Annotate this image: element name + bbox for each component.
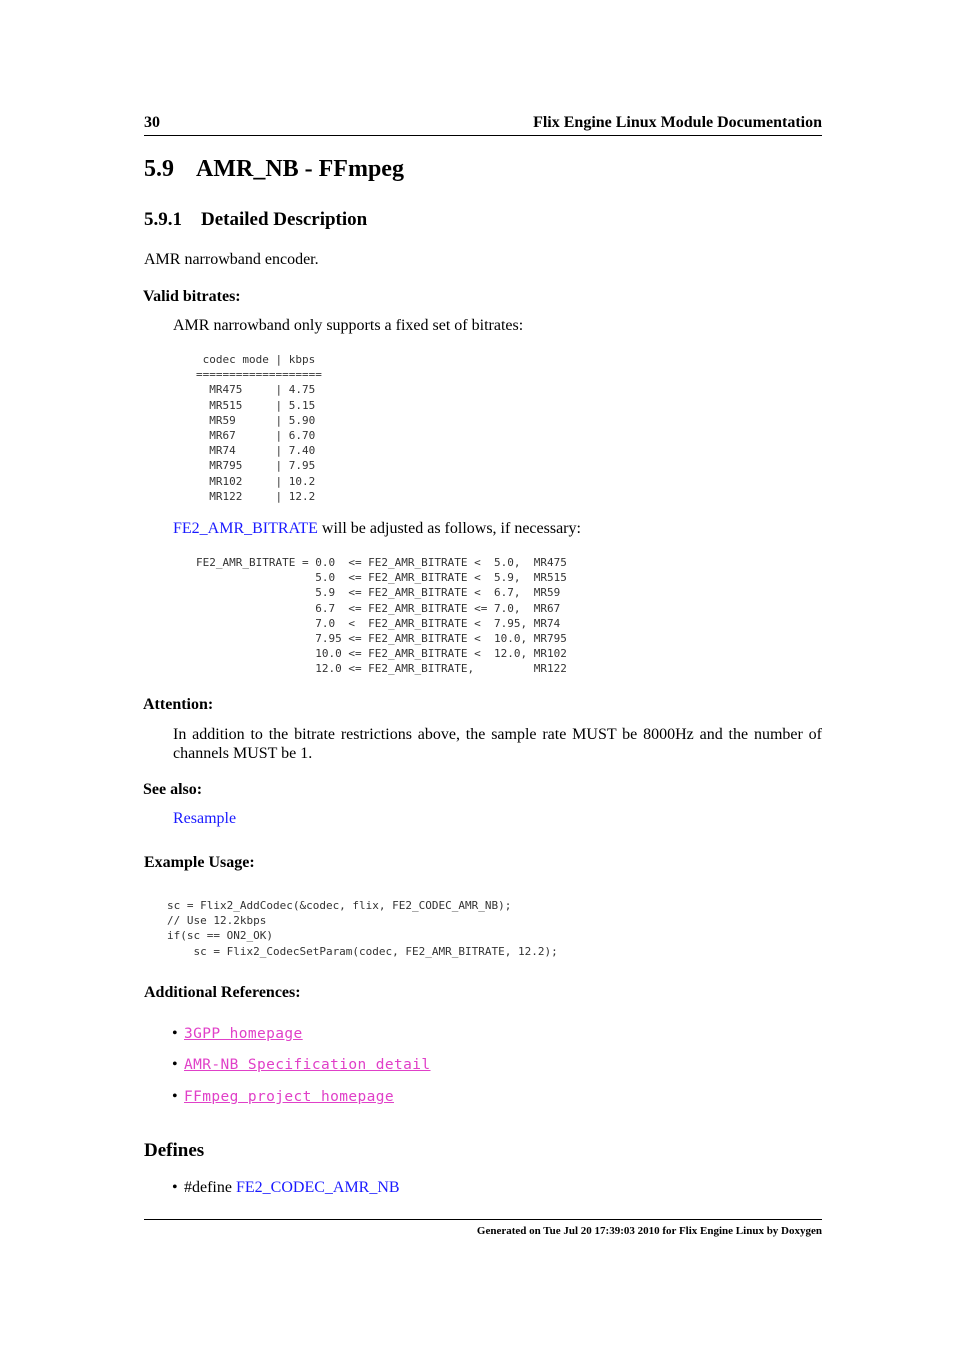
amr-nb-spec-link[interactable]: AMR-NB Specification detail <box>184 1057 431 1073</box>
valid-bitrates-text: AMR narrowband only supports a fixed set of bitrates: <box>173 317 524 334</box>
adjust-text: will be adjusted as follows, if necessary: <box>317 520 581 537</box>
bullet: • <box>172 1056 178 1073</box>
fe2-amr-bitrate-link[interactable]: FE2_AMR_BITRATE <box>173 520 318 537</box>
bitrate-adjust-code: FE2_AMR_BITRATE = 0.0 <= FE2_AMR_BITRATE < 5.0, MR475 5.0 <= FE2_AMR_BITRATE < 5.9, MR515 5.9 <= FE2_AMR_BITRATE < 6.7, MR59 6.7 <= FE2_AMR_BITRATE <= 7.0, MR67 7.0 < FE2_AMR_BITRATE < 7.95, MR74 7.95 <= FE2_AMR_BITRATE < 10.0, MR795 10.0 <= FE2_AMR_BITRATE < 12.0, MR102 12.0 <= FE2_AMR_BITRATE, MR122 <box>196 556 567 676</box>
valid-bitrates-heading: Valid bitrates: <box>143 288 241 305</box>
resample-link[interactable]: Resample <box>173 810 237 827</box>
fe2-codec-amr-nb-link[interactable]: FE2_CODEC_AMR_NB <box>235 1179 400 1196</box>
3gpp-homepage-link[interactable]: 3GPP homepage <box>184 1026 303 1042</box>
references-list <box>172 1025 572 1125</box>
bullet: • <box>172 1179 178 1196</box>
bullet: • <box>172 1088 178 1105</box>
footer-text: Generated on Tue Jul 20 17:39:03 2010 for Flix Engine Linux by Doxygen <box>476 1225 822 1237</box>
see-also-heading: See also: <box>143 781 203 798</box>
doc-title: Flix Engine Linux Module Documentation <box>533 114 822 131</box>
adjust-line <box>173 520 581 538</box>
define-item <box>172 1179 400 1197</box>
intro-text: AMR narrowband encoder. <box>144 251 319 268</box>
list-item <box>172 1056 431 1074</box>
references-heading: Additional References: <box>144 984 301 1001</box>
bitrate-table-code: codec mode | kbps =================== MR475 | 4.75 MR515 | 5.15 MR59 | 5.90 MR67 | 6.70 MR74 | 7.40 MR795 | 7.95 MR102 | 10.2 MR122 | 12.2 <box>196 353 322 503</box>
list-item <box>172 1088 394 1106</box>
page-number: 30 <box>144 114 160 131</box>
subsection-number: 5.9.1 <box>144 209 182 230</box>
page-footer <box>144 1219 822 1237</box>
attention-heading: Attention: <box>143 696 214 713</box>
example-heading: Example Usage: <box>144 854 255 871</box>
defines-heading: Defines <box>144 1140 205 1161</box>
subsection-heading <box>144 209 367 231</box>
example-code: sc = Flix2_AddCodec(&codec, flix, FE2_CODEC_AMR_NB); // Use 12.2kbps if(sc == ON2_OK) sc = Flix2_CodecSetParam(codec, FE2_AMR_BITRATE, 12.2); <box>167 899 558 958</box>
define-prefix: #define <box>184 1179 236 1196</box>
bullet: • <box>172 1025 178 1042</box>
subsection-title: Detailed Description <box>201 209 368 230</box>
section-number: 5.9 <box>144 156 174 182</box>
page-header <box>144 113 822 136</box>
attention-text: In addition to the bitrate restrictions above, the sample rate MUST be 8000Hz and the number of channels MUST be 1. <box>173 726 822 762</box>
list-item <box>172 1025 303 1043</box>
section-title: AMR_NB - FFmpeg <box>196 156 404 182</box>
ffmpeg-homepage-link[interactable]: FFmpeg project homepage <box>184 1089 394 1105</box>
section-heading <box>144 156 404 183</box>
